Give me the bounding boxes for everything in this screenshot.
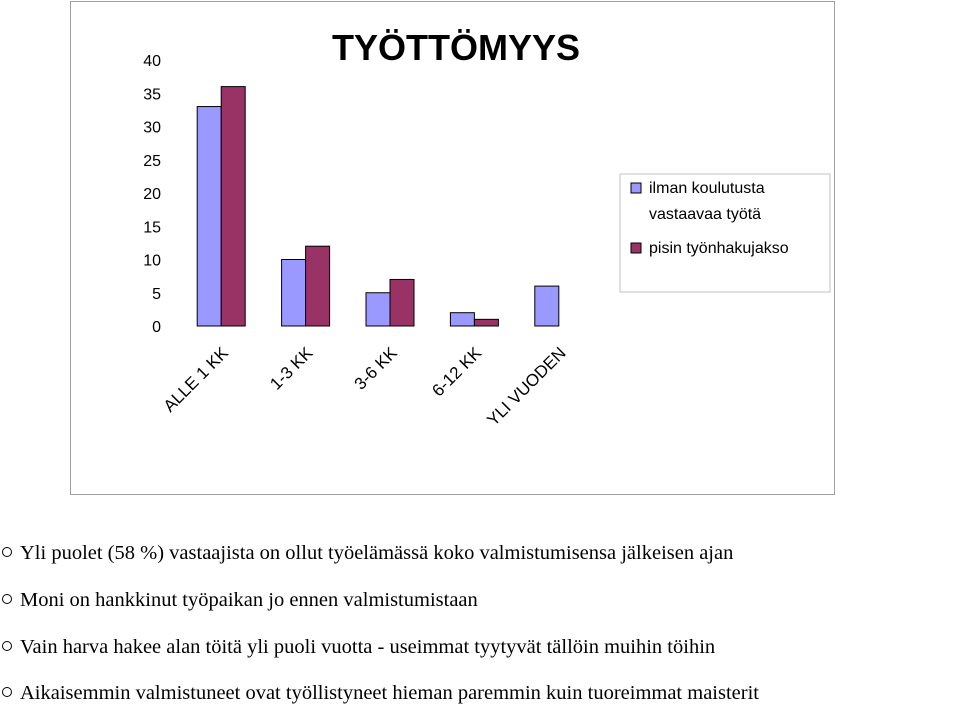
bar-pisin-tyonhakujakso [390, 279, 414, 326]
x-tick-label: ALLE 1 KK [159, 343, 233, 416]
bar-pisin-tyonhakujakso [474, 319, 498, 326]
bullet-item [0, 587, 478, 613]
bullet-icon [2, 687, 12, 697]
y-tick-label: 35 [143, 86, 161, 104]
unemployment-bar-chart [71, 2, 836, 496]
bar-ilman-koulutusta [450, 313, 474, 326]
legend-label: vastaavaa työtä [649, 206, 762, 223]
x-tick-label: 3-6 KK [350, 343, 401, 394]
y-tick-label: 20 [143, 186, 161, 203]
legend-label: pisin työnhakujakso [649, 240, 789, 257]
bullet-item [0, 634, 715, 660]
y-tick-label: 25 [143, 152, 161, 170]
bullet-text: Aikaisemmin valmistuneet ovat työllistyneet hieman paremmin kuin tuoreimmat maisterit [20, 682, 759, 704]
legend-swatch [631, 243, 641, 253]
y-tick-label: 0 [152, 319, 161, 336]
bullet-text: Yli puolet (58 %) vastaajista on ollut työelämässä koko valmistumisensa jälkeisen ajan [20, 542, 734, 564]
chart-frame [70, 1, 835, 495]
y-tick-label: 10 [143, 252, 161, 270]
y-tick-label: 40 [143, 53, 161, 70]
bullet-icon [2, 594, 12, 604]
bullet-icon [2, 641, 12, 651]
bar-ilman-koulutusta [197, 107, 221, 326]
y-tick-label: 30 [143, 119, 161, 137]
y-tick-label: 5 [152, 285, 161, 303]
y-tick-label: 15 [143, 219, 161, 237]
x-tick-label: 1-3 KK [266, 343, 317, 394]
bar-pisin-tyonhakujakso [306, 246, 330, 326]
legend-swatch [631, 183, 641, 193]
bullet-item [0, 540, 733, 566]
bar-ilman-koulutusta [282, 260, 306, 327]
bullet-item [0, 680, 759, 706]
bullet-icon [2, 547, 12, 557]
bar-pisin-tyonhakujakso [221, 87, 245, 326]
bar-ilman-koulutusta [366, 293, 390, 326]
x-tick-label: YLI VUODEN [483, 343, 570, 430]
legend-label: ilman koulutusta [649, 180, 765, 197]
x-tick-label: 6-12 KK [428, 343, 486, 401]
chart-title: TYÖTTÖMYYS [331, 27, 581, 68]
bullet-text: Moni on hankkinut työpaikan jo ennen valmistumistaan [20, 589, 478, 611]
bullet-text: Vain harva hakee alan töitä yli puoli vuotta - useimmat tyytyvät tällöin muihin töihin [20, 636, 716, 658]
bar-ilman-koulutusta [535, 286, 559, 326]
